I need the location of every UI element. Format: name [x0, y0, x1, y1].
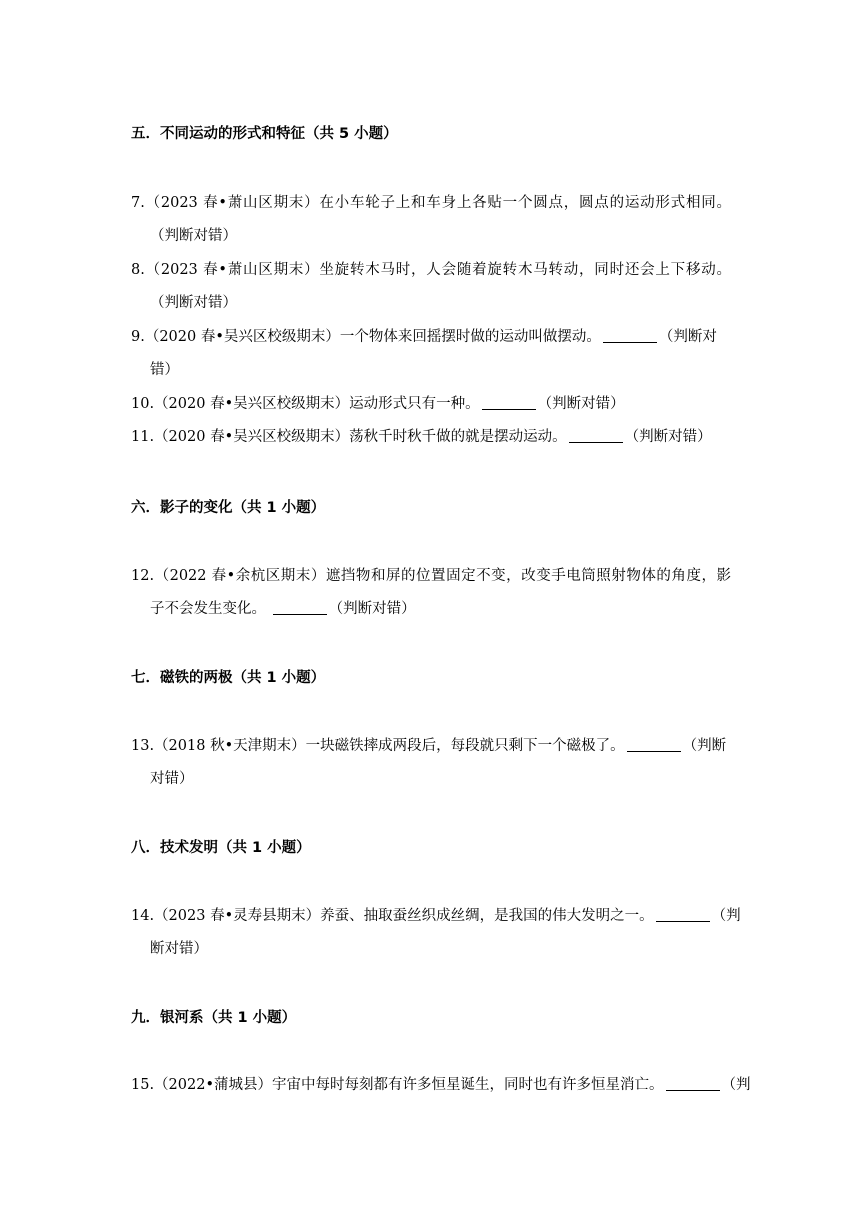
question-12-line-2 — [150, 597, 750, 618]
answer-blank[interactable] — [569, 428, 623, 443]
section-heading-5: 五．不同运动的形式和特征（共 5 小题） — [131, 126, 398, 142]
question-13-suffix: （判断 — [682, 738, 727, 754]
section-heading-7: 七．磁铁的两极（共 1 小题） — [131, 670, 326, 686]
question-15-line-1 — [131, 1073, 751, 1094]
question-9-line-1 — [131, 325, 731, 346]
question-8-line-2: （判断对错） — [150, 295, 237, 311]
answer-blank[interactable] — [603, 328, 657, 343]
question-8-line-1: 8.（2023 春•萧山区期末）坐旋转木马时，人会随着旋转木马转动，同时还会上下移动。 — [131, 262, 731, 278]
section-heading-9: 九．银河系（共 1 小题） — [131, 1010, 297, 1026]
question-15-suffix: （判 — [721, 1077, 751, 1093]
question-10 — [131, 392, 731, 413]
answer-blank[interactable] — [627, 737, 681, 752]
question-7-line-1: 7.（2023 春•萧山区期末）在小车轮子上和车身上各贴一个圆点，圆点的运动形式相同。 — [131, 195, 731, 211]
question-12-suffix: （判断对错） — [328, 601, 416, 617]
answer-blank[interactable] — [482, 395, 536, 410]
question-15-text: 15.（2022•蒲城县）宇宙中每时每刻都有许多恒星诞生，同时也有许多恒星消亡。 — [131, 1077, 664, 1093]
question-9-line-2: 错） — [150, 362, 179, 378]
section-heading-6: 六．影子的变化（共 1 小题） — [131, 500, 326, 516]
question-12-line-1: 12.（2022 春•余杭区期末）遮挡物和屏的位置固定不变，改变手电筒照射物体的角度，影 — [131, 568, 731, 584]
question-14-line-2: 断对错） — [150, 941, 208, 957]
question-11-text: 11.（2020 春•吴兴区校级期末）荡秋千时秋千做的就是摆动运动。 — [131, 429, 567, 445]
question-14-text: 14.（2023 春•灵寿县期末）养蚕、抽取蚕丝织成丝绸，是我国的伟大发明之一。 — [131, 908, 654, 924]
question-13-text: 13.（2018 秋•天津期末）一块磁铁摔成两段后，每段就只剩下一个磁极了。 — [131, 738, 625, 754]
question-9-suffix: （判断对 — [658, 329, 717, 345]
question-11-suffix: （判断对错） — [624, 429, 712, 445]
question-13-line-1 — [131, 734, 731, 755]
answer-blank[interactable] — [656, 907, 710, 922]
question-10-text: 10.（2020 春•吴兴区校级期末）运动形式只有一种。 — [131, 396, 480, 412]
question-12-text: 子不会发生变化。 — [150, 601, 266, 617]
question-14-suffix: （判 — [711, 908, 741, 924]
section-heading-8: 八．技术发明（共 1 小题） — [131, 840, 311, 856]
answer-blank[interactable] — [666, 1076, 720, 1091]
answer-blank[interactable] — [273, 600, 327, 615]
question-7-line-2: （判断对错） — [150, 228, 237, 244]
question-13-line-2: 对错） — [150, 771, 194, 787]
question-11 — [131, 425, 731, 446]
question-9-text: 9.（2020 春•吴兴区校级期末）一个物体来回摇摆时做的运动叫做摆动。 — [131, 329, 601, 345]
question-14-line-1 — [131, 904, 741, 925]
question-10-suffix: （判断对错） — [537, 396, 625, 412]
